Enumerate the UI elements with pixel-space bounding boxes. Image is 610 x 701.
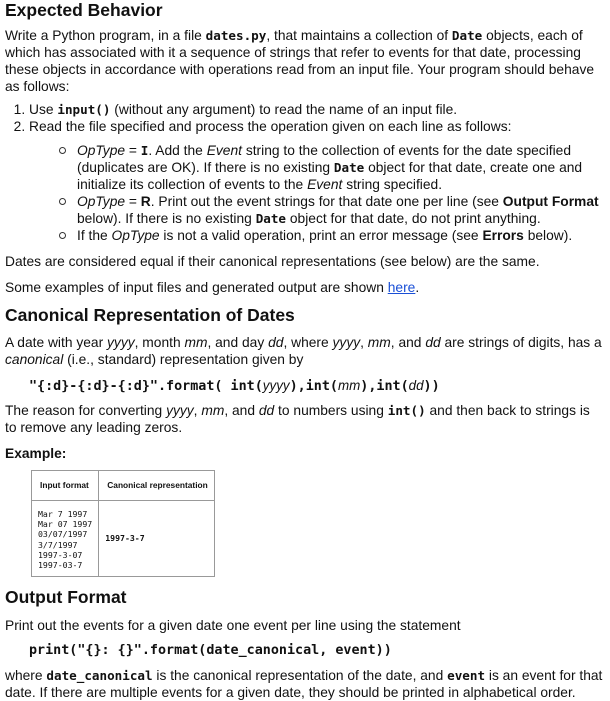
step1-text-2: (without any argument) to read the name of an input file. [110,102,458,117]
input-format-item: Mar 07 1997 [38,519,93,530]
b1-text-3: object for that date, create one and initialize its collection of events to the [77,160,583,192]
step1-text-1: Use [29,102,58,117]
c-text: , where [283,335,333,350]
b2-text-1: . Print out the event strings for that date one per line (see [150,194,503,209]
event-term: Event [206,143,242,158]
input-code: input() [57,102,111,117]
code-part: ),int( [360,379,409,394]
c-text: , [360,335,368,350]
mm-var: mm [201,403,225,418]
op-i-code: I [140,143,149,158]
b2-eq: = [125,194,141,209]
code-part: )) [423,379,440,394]
output-format-heading: Output Format [5,587,127,608]
table-row [32,501,215,577]
input-formats-cell [32,501,99,577]
b2-text-3: object for that date, do not print anything. [286,211,541,226]
o-text: where [5,668,47,684]
examples-here-link[interactable]: here [387,280,416,295]
step-2 [29,118,604,244]
table-header-row [32,471,215,501]
examples-note [5,279,604,296]
date-code: Date [451,28,483,43]
print-code-line: print("{}: {}".format(date_canonical, event)) [29,643,392,659]
yyyy-var: yyyy [262,378,290,393]
optype-invalid-item [55,227,604,244]
col-input-format: Input format [32,471,99,501]
c-text: , and day [207,335,269,350]
yyyy-var: yyyy [332,335,361,350]
code-part: ),int( [289,379,338,394]
b3-text-1: If the [77,228,112,243]
output-paragraph: Print out the events for a given date one event per line using the statement [5,618,461,634]
canonical-paragraph [5,334,604,368]
dd-var: dd [268,335,284,350]
date-code-3: Date [255,211,287,226]
step-1 [29,101,604,118]
reason-paragraph [5,402,604,436]
steps-list [5,101,604,244]
example-table [31,470,215,577]
c-text: , month [134,335,185,350]
int-code: int() [387,403,426,418]
intro-text-3: objects, each of which has associated with it a sequence of strings that refer to events for that date, processing these objects in accordance with operations read from an input file. Your program should behave as follows: [5,28,595,94]
dd-var: dd [258,403,275,418]
o-text: is an event for that date. If there are multiple events for a given date, they should be printed in alphabetical order. [5,668,603,701]
b1-eq: = [125,143,141,158]
output-format-ref: Output Format [502,194,599,209]
input-format-item: 3/7/1997 [38,539,78,550]
examples-text: Some examples of input files and generated output are shown [5,280,388,295]
intro-text-2: , that maintains a collection of [266,28,452,43]
b1-text-4: string specified. [342,177,443,192]
col-canonical: Canonical representation [99,471,215,501]
r-text: , [193,403,202,418]
canonical-heading: Canonical Representation of Dates [5,305,295,325]
optype-term-3: OpType [111,228,160,243]
c-text: , and [390,335,426,350]
yyyy-var: yyyy [166,403,194,418]
c-text: A date with year [5,335,108,350]
c-text: (i.e., standard) representation given by [63,352,304,367]
optype-term: OpType [77,143,126,158]
r-text: The reason for converting [5,403,167,418]
expected-behavior-heading: Expected Behavior [5,0,163,20]
r-text: , and [224,403,259,418]
o-text: is the canonical representation of the date, and [152,668,448,684]
format-code-line [5,377,604,395]
c-text: are strings of digits, has a [440,335,602,350]
errors-ref: Errors [482,228,524,243]
examples-period: . [415,280,420,295]
mm-var: mm [184,335,208,350]
b1-text-2: string to the collection of events for the date specified (duplicates are OK). If there is no existing [77,143,572,175]
b3-text-2: is not a valid operation, print an error message (see [159,228,483,243]
equal-note: Dates are considered equal if their canonical representations (see below) are the same. [5,254,540,269]
input-format-item: Mar 7 1997 [38,509,88,519]
mm-var: mm [337,378,361,393]
yyyy-var: yyyy [107,335,135,350]
date-canonical-code: date_canonical [46,668,153,684]
r-text: and then back to strings is to remove any leading zeros. [5,403,590,435]
optype-r-item [55,193,604,227]
mm-var: mm [367,335,391,350]
b1-text-1: . Add the [148,143,207,158]
canonical-term: canonical [5,352,64,367]
step2-text: Read the file specified and process the operation given on each line as follows: [29,119,512,134]
optype-i-item [55,142,604,193]
dd-var: dd [408,378,424,393]
output-explanation [5,667,604,701]
op-r-code: R [140,194,151,209]
date-code-2: Date [333,160,365,175]
example-label: Example: [5,446,67,461]
dates-py-code: dates.py [205,28,267,43]
intro-text-1: Write a Python program, in a file [5,28,206,43]
input-format-item: 1997-3-07 [38,549,83,560]
code-part: "{:d}-{:d}-{:d}".format( int( [29,379,263,394]
optype-term-2: OpType [77,194,126,209]
event-term-2: Event [307,177,343,192]
optype-list [29,142,604,244]
dd-var: dd [425,335,441,350]
b2-text-2: below). If there is no existing [77,211,256,226]
intro-paragraph [5,27,604,95]
b3-text-3: below). [523,228,573,243]
canonical-cell: 1997-3-7 [99,501,215,577]
event-code: event [447,668,486,684]
input-format-item: 03/07/1997 [38,529,88,540]
input-format-item: 1997-03-7 [38,560,83,571]
r-text: to numbers using [274,403,388,418]
